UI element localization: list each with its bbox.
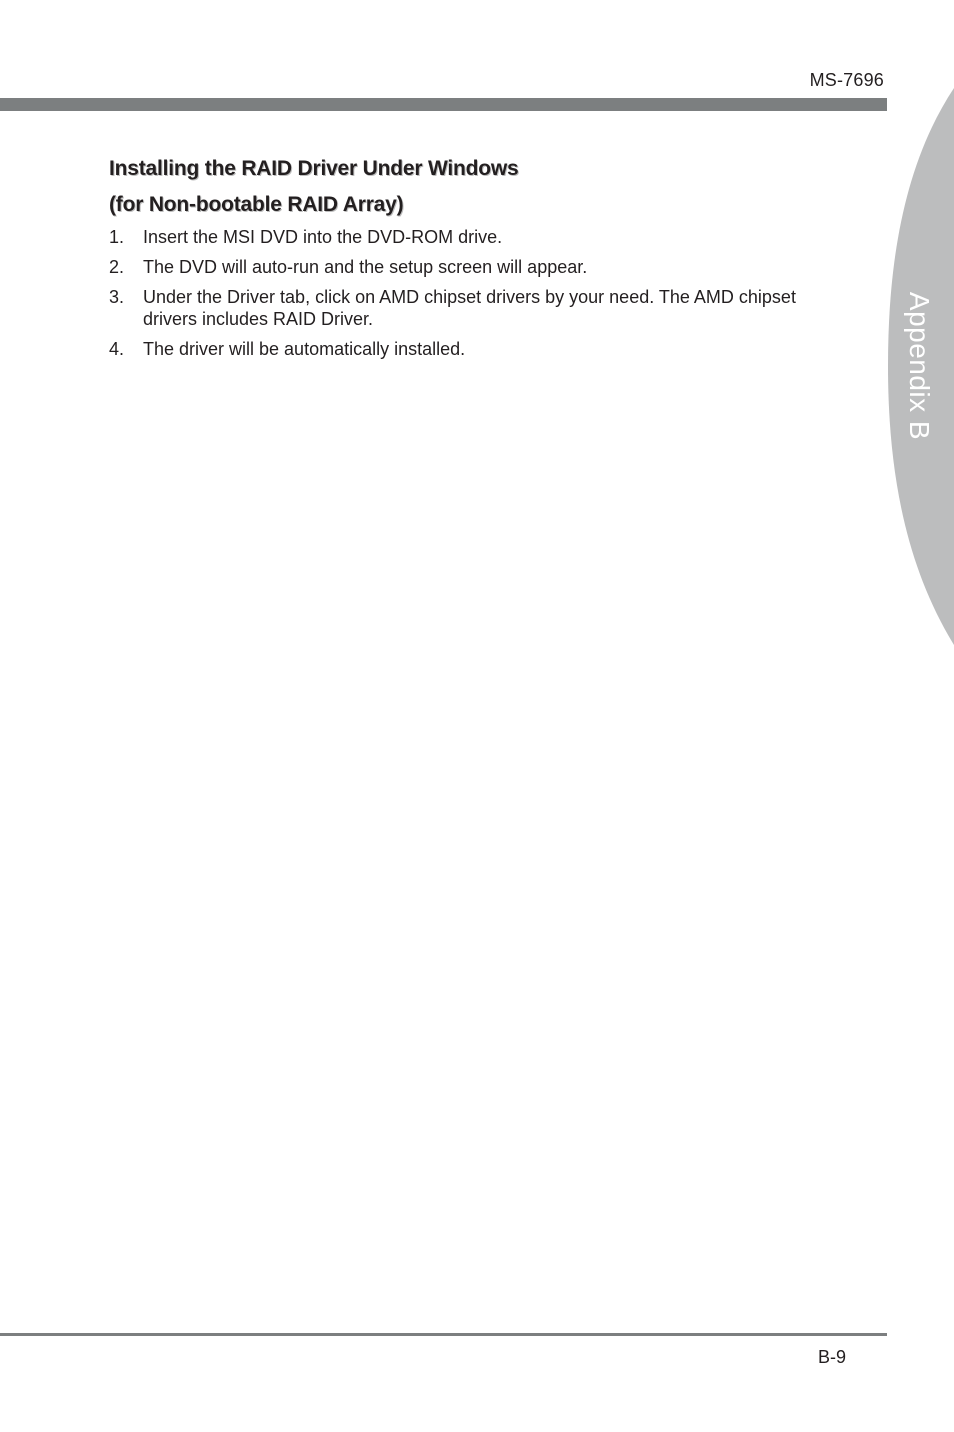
section-title: [109, 151, 854, 223]
step-number: 2.: [109, 257, 125, 277]
step-number: 3.: [109, 287, 125, 307]
step-text: The driver will be automatically installed.: [143, 339, 466, 359]
list-item: [109, 226, 854, 248]
section-title-line2: (for Non-bootable RAID Array): [109, 193, 404, 216]
list-item: [109, 338, 854, 360]
step-number: 4.: [109, 339, 125, 359]
list-item: [109, 286, 854, 330]
install-steps-list: [109, 226, 854, 360]
step-number: 1.: [109, 227, 125, 247]
page-number: B-9: [817, 1347, 846, 1367]
model-number: MS-7696: [809, 70, 884, 90]
step-text: The DVD will auto-run and the setup screen will appear.: [143, 257, 588, 277]
section-title-line1: Installing the RAID Driver Under Windows: [109, 157, 519, 180]
list-item: [109, 256, 854, 278]
step-text: Insert the MSI DVD into the DVD-ROM drive.: [143, 227, 503, 247]
step-text: Under the Driver tab, click on AMD chipset drivers by your need. The AMD chipset drivers includes RAID Driver.: [143, 287, 796, 329]
section-content: [109, 151, 854, 368]
footer-rule: [0, 1333, 887, 1336]
appendix-label: Appendix B: [904, 291, 935, 441]
